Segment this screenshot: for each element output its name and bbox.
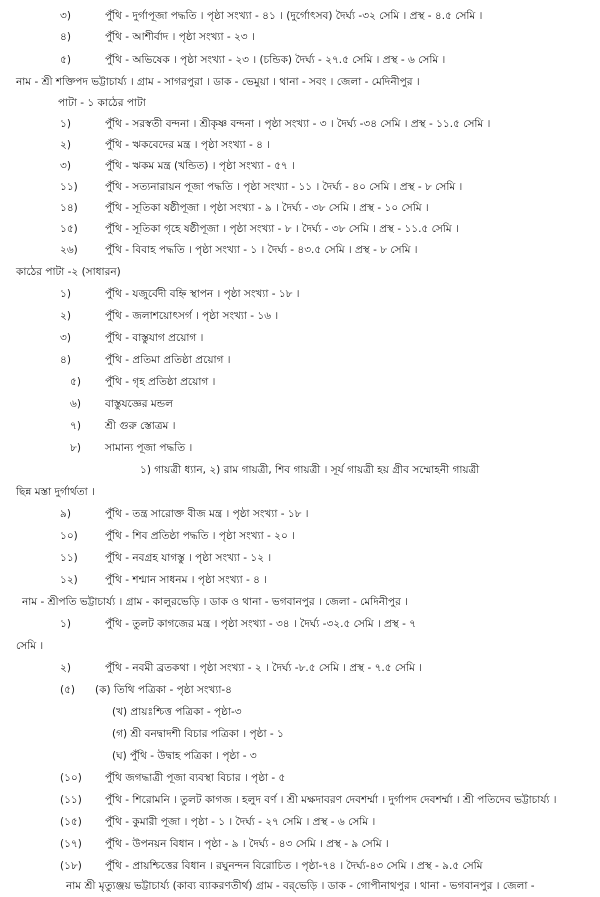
text-line: [0, 284, 600, 304]
item-number: ৩): [60, 160, 71, 172]
item-number: ২৬): [60, 244, 78, 256]
line-text: পুঁথি - তন্ত্র সারোক্ত বীজ মন্ত্র । পৃষ্ঠা সংখ্যা - ১৮ ।: [105, 508, 309, 520]
item-number: ৫): [60, 54, 71, 66]
line-text: পুঁথি - ঋকম মন্ত্র (খন্ডিত) । পৃষ্ঠা সংখ্যা - ৫৭ ।: [105, 160, 295, 172]
text-line: [0, 680, 600, 700]
item-number: ৯): [60, 508, 71, 520]
item-number: ৩): [60, 332, 71, 344]
line-text: পুঁথি - কুমারী পূজা । পৃষ্ঠা - ১ । দৈর্ঘ্য - ২৭ সেমি । প্রস্থ - ৬ সেমি ।: [105, 816, 376, 828]
line-text: পুঁথি - বিবাহ পদ্ধতি । পৃষ্ঠা সংখ্যা - ১ । দৈর্ঘ্য - ৪৩.৫ সেমি । প্রস্থ - ৮ সেমি ।: [105, 244, 418, 256]
line-text: পুঁথি - গৃহ প্রতিষ্ঠা প্রয়োগ ।: [105, 376, 216, 388]
line-text: সামান্য পূজা পদ্ধতি ।: [105, 442, 193, 454]
line-text: বাস্তুযজ্ঞের মন্ডল: [105, 398, 173, 410]
text-line: [0, 394, 600, 414]
text-line: [0, 135, 600, 155]
line-text: পুঁথি - সত্যনারায়ন পূজা পদ্ধতি । পৃষ্ঠা সংখ্যা - ১১ । দৈর্ঘ্য - ৪০ সেমি । প্রস্থ - ৮ সেমি ।: [105, 181, 463, 193]
line-text: কাঠের পাটা -২ (সাধারন): [16, 266, 121, 278]
text-line: [0, 72, 600, 92]
item-number: (১৮): [60, 860, 82, 872]
text-line: [0, 198, 600, 218]
item-number: ১৫): [60, 223, 78, 235]
line-text: পুঁথি - শিব প্রতিষ্ঠা পদ্ধতি । পৃষ্ঠা সংখ্যা - ২০ ।: [105, 530, 295, 542]
item-number: ৫): [70, 376, 81, 388]
line-text: পুঁথি - উপনয়ন বিধান । পৃষ্ঠা - ৯ । দৈর্ঘ্য - ৪৩ সেমি । প্রস্থ - ৯ সেমি ।: [105, 838, 389, 850]
text-line: [0, 812, 600, 832]
item-number: (১০): [60, 772, 82, 784]
text-line: [0, 876, 600, 896]
line-text: পুঁথি - নবমী ব্রতকথা । পৃষ্ঠা সংখ্যা - ২ । দৈর্ঘ্য -৮.৫ সেমি । প্রস্থ - ৭.৫ সেমি ।: [105, 662, 423, 674]
line-text: (গ) শ্রী বনদ্বাদশী বিচার পত্রিকা । পৃষ্ঠা - ১: [112, 728, 284, 740]
text-line: [0, 856, 600, 876]
text-line: [0, 372, 600, 392]
line-text: (খ) প্রায়ঃশ্চিত্ত পত্রিকা - পৃষ্ঠা-৩: [112, 706, 242, 718]
line-text: পুঁথি জগদ্ধাত্রী পূজা ব্যবস্থা বিচার । পৃষ্ঠা - ৫: [105, 772, 286, 784]
text-line: [0, 790, 600, 810]
text-line: [0, 504, 600, 524]
line-text: (ঘ) পুঁথি - উদ্বাহ পত্রিকা । পৃষ্ঠা - ৩: [112, 750, 257, 762]
item-number: ১): [60, 118, 71, 130]
text-line: [0, 548, 600, 568]
text-line: [0, 50, 600, 70]
line-text: পুঁথি - ঋকবেদের মন্ত্র । পৃষ্ঠা সংখ্যা - ৪ ।: [105, 139, 271, 151]
text-line: [0, 746, 600, 766]
item-number: ৭): [70, 420, 81, 432]
item-number: ২): [60, 310, 71, 322]
line-text: পুঁথি - বাস্তুযাগ প্রয়োগ ।: [105, 332, 204, 344]
text-line: [0, 702, 600, 722]
line-text: সেমি ।: [16, 640, 44, 652]
line-text: পুঁথি - সূতিকা ষষ্ঠীপূজা । পৃষ্ঠা সংখ্যা - ৯ । দৈর্ঘ্য - ৩৮ সেমি । প্রস্থ - ১০ সেমি ।: [105, 202, 429, 214]
line-text: শ্রী গুরু স্তোত্রম ।: [105, 420, 176, 432]
text-line: [0, 416, 600, 436]
line-text: পুঁথি - জলাশয়োৎসর্গ । পৃষ্ঠা সংখ্যা - ১৬ ।: [105, 310, 279, 322]
item-number: ৬): [70, 398, 81, 410]
text-line: [0, 482, 600, 502]
line-text: ছিন্ন মস্তা দুর্গার্থতা ।: [16, 486, 95, 498]
text-line: [0, 219, 600, 239]
line-text: (ক) তিথি পত্রিকা - পৃষ্ঠা সংখ্যা-৪: [95, 684, 232, 696]
line-text: পুঁথি - আশীর্বাদ । পৃষ্ঠা সংখ্যা - ২৩ ।: [105, 31, 255, 43]
text-line: [0, 240, 600, 260]
text-line: [0, 262, 600, 282]
line-text: পুঁথি - সরস্বতী বন্দনা । শ্রীকৃষ্ণ বন্দনা । পৃষ্ঠা সংখ্যা - ৩ । দৈর্ঘ্য -৩৪ সেমি । প্রস্থ - ১১.৫ সেমি ।: [105, 118, 491, 130]
text-line: [0, 306, 600, 326]
text-line: [0, 570, 600, 590]
item-number: ৪): [60, 354, 71, 366]
line-text: পুঁথি - শশ্মান সাধনম । পৃষ্ঠা সংখ্যা - ৪ ।: [105, 574, 267, 586]
line-text: নাম শ্রী মৃত্যুঞ্জয় ভট্টাচার্য্য (কাব্য ব্যাকরণতীর্থ) গ্রাম - বর্‌ভেড়ি । ডাক - গোপীনাথপুর । থানা - ভগবানপুর । জেলা -: [66, 880, 535, 892]
text-line: [0, 724, 600, 744]
item-number: (১১): [60, 794, 82, 806]
item-number: (১৭): [60, 838, 82, 850]
text-line: [0, 156, 600, 176]
text-line: [0, 592, 600, 612]
item-number: ৪): [60, 31, 71, 43]
item-number: ১): [60, 288, 71, 300]
line-text: পুঁথি - তুলট কাগজের মন্ত্র । পৃষ্ঠা সংখ্যা - ৩৪ । দৈর্ঘ্য -৩২.৫ সেমি । প্রস্থ - ৭: [105, 618, 417, 630]
text-line: [0, 350, 600, 370]
text-line: [0, 526, 600, 546]
line-text: পুঁথি - যজুর্বেদী বহ্নি স্থাপন । পৃষ্ঠা সংখ্যা - ১৮ ।: [105, 288, 300, 300]
item-number: ১০): [60, 530, 78, 542]
line-text: পুঁথি - সূতিকা গৃহে ষষ্ঠীপূজা । পৃষ্ঠা সংখ্যা - ৮ । দৈর্ঘ্য - ৩৮ সেমি । প্রস্থ - ১১.৫ সেমি ।: [105, 223, 459, 235]
line-text: পুঁথি - প্রায়শ্চিত্তের বিধান । রঘুনন্দন বিরোচিত । পৃষ্ঠা-৭৪ । দৈর্ঘ্য-৪৩ সেমি । প্রস্থ - ৯.৫ সেমি: [105, 860, 483, 872]
item-number: ৩): [60, 10, 71, 22]
text-line: [0, 438, 600, 458]
line-text: নাম - শ্রীপতি ভট্টাচার্য্য । গ্রাম - কালুরভেড়ি । ডাক ও থানা - ভগবানপুর । জেলা - মেদিনীপুর ।: [22, 596, 408, 608]
text-line: [0, 768, 600, 788]
item-number: (৫): [60, 684, 76, 696]
item-number: ২): [60, 139, 71, 151]
item-number: ১১): [60, 181, 78, 193]
item-number: ১২): [60, 574, 78, 586]
text-line: [0, 658, 600, 678]
line-text: পুঁথি - অভিষেক । পৃষ্ঠা সংখ্যা - ২৩ । (চন্ডিক) দৈর্ঘ্য - ২৭.৫ সেমি । প্রস্থ - ৬ সেমি ।: [105, 54, 446, 66]
text-line: [0, 177, 600, 197]
item-number: (১৫): [60, 816, 82, 828]
line-text: নাম - শ্রী শক্তিপদ ভট্টাচার্য্য । গ্রাম - সাগরপুরা । ডাক - ভেমুয়া । থানা - সবং । জেলা - মেদিনীপুর ।: [16, 76, 420, 88]
line-text: পুঁথি - নবগ্রহ যাগস্তু । পৃষ্ঠা সংখ্যা - ১২ ।: [105, 552, 272, 564]
line-text: ১) গায়ত্রী ধ্যান, ২) রাম গায়ত্রী, শিব গায়ত্রী । সূর্য গায়ত্রী হয় গ্রীব সম্মোহনী গায়ত্রী: [140, 464, 480, 476]
text-line: [0, 93, 600, 113]
text-line: [0, 614, 600, 634]
text-line: [0, 328, 600, 348]
line-text: পাটা - ১ কাঠের পাটা: [58, 97, 146, 109]
text-line: [0, 834, 600, 854]
text-line: [0, 27, 600, 47]
item-number: ২): [60, 662, 71, 674]
line-text: পুঁথি - দুর্গাপূজা পদ্ধতি । পৃষ্ঠা সংখ্যা - ৪১ । (দুর্গোৎসব) দৈর্ঘ্য -৩২ সেমি । প্রস্থ - ৪.৫ সেমি ।: [105, 10, 483, 22]
line-text: পুঁথি - প্রতিমা প্রতিষ্ঠা প্রয়োগ ।: [105, 354, 231, 366]
item-number: ১৪): [60, 202, 78, 214]
text-line: [0, 636, 600, 656]
item-number: ১): [60, 618, 71, 630]
line-text: পুঁথি - শিরোমনি । তুলট কাগজ । হলুদ বর্ণ । শ্রী মক্ষদাবরণ দেবশর্ম্মা । দুর্গাপদ দেবশর্ম্মা । শ্রী পতিদেব ভট্টাচার্য্য ।: [105, 794, 557, 806]
text-line: [0, 6, 600, 26]
item-number: ১১): [60, 552, 78, 564]
text-line: [0, 460, 600, 480]
item-number: ৮): [70, 442, 81, 454]
text-line: [0, 114, 600, 134]
